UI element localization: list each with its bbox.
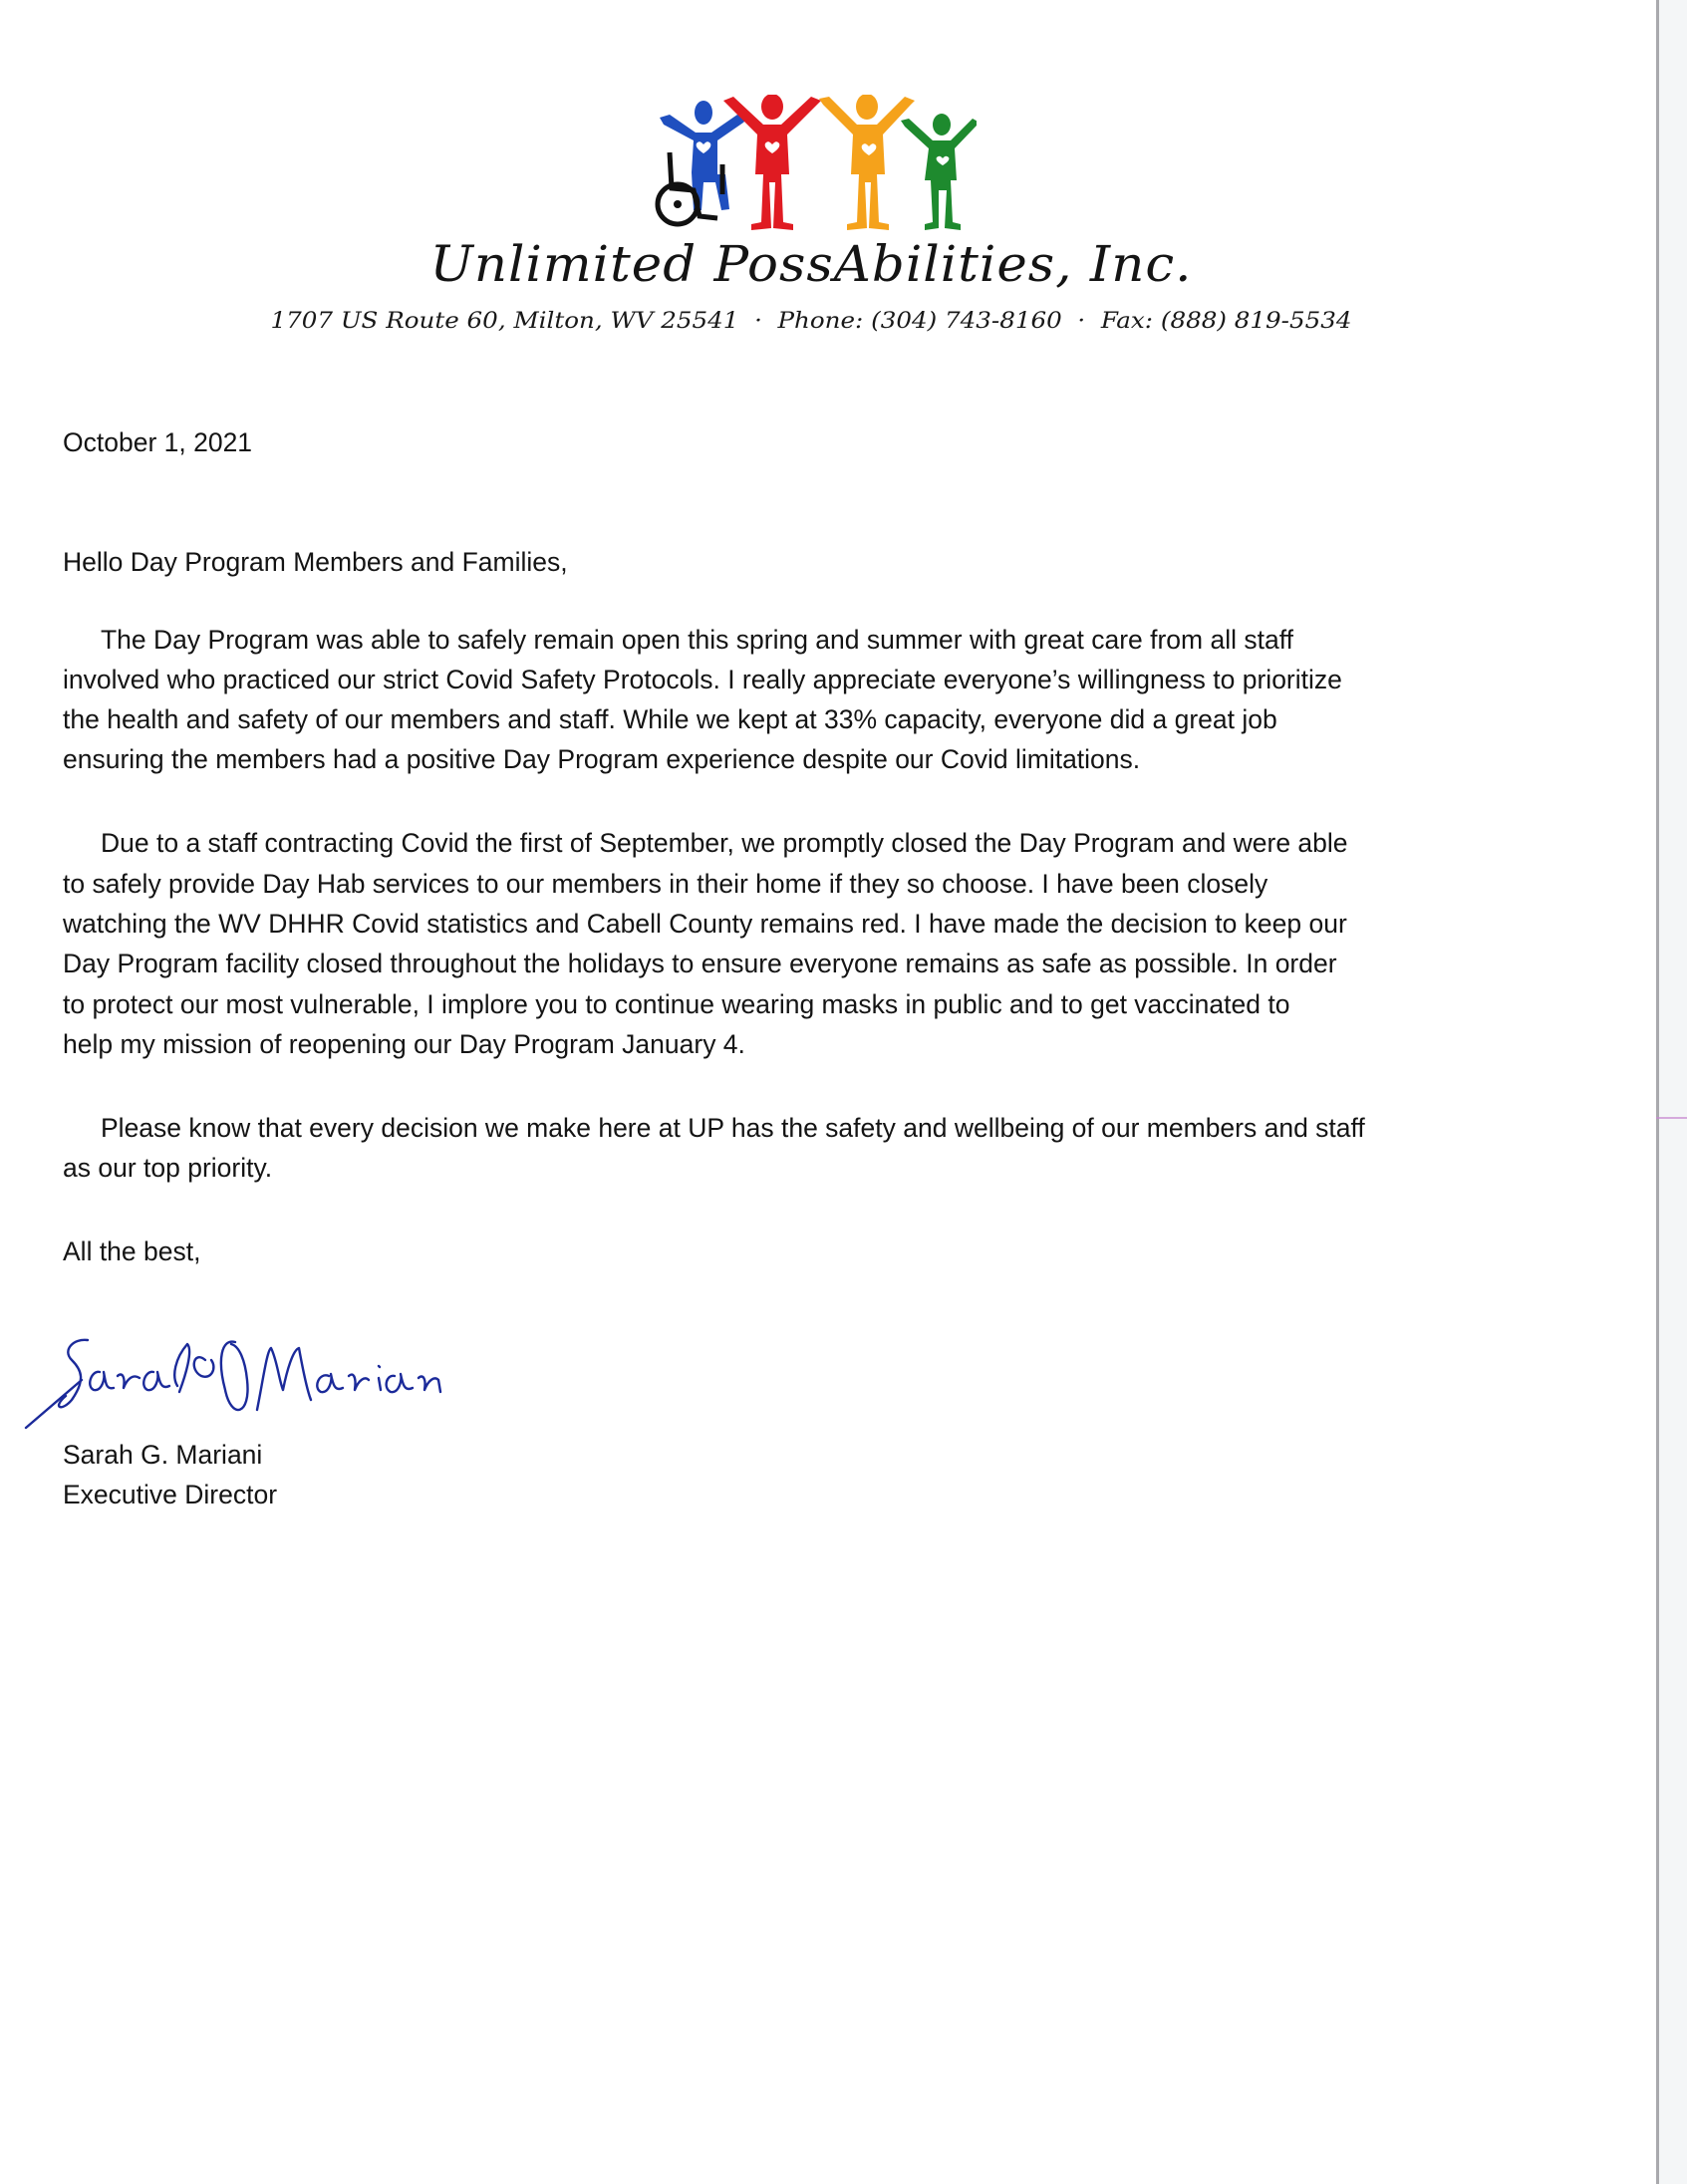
paragraph-line: help my mission of reopening our Day Program January 4. (63, 1029, 745, 1059)
paragraph-line: to safely provide Day Hab services to our members in their home if they so choose. I have been closely (63, 869, 1268, 899)
paragraph-line: to protect our most vulnerable, I implore you to continue wearing masks in public and to get vaccinated to (63, 989, 1290, 1019)
organization-logo-icon (648, 95, 977, 234)
paragraph-line: involved who practiced our strict Covid Safety Protocols. I really appreciate everyone’s willingness to prioritize (63, 665, 1342, 694)
organization-name: Unlimited PossAbilities, Inc. (429, 235, 1193, 293)
letter-salutation: Hello Day Program Members and Families, (63, 547, 568, 577)
separator: · (754, 309, 762, 334)
logo-figure-blue (660, 101, 747, 210)
letter-date: October 1, 2021 (63, 427, 253, 457)
paragraph-line: the health and safety of our members and staff. While we kept at 33% capacity, everyone did a great job (63, 704, 1277, 734)
letter-closing: All the best, (63, 1236, 201, 1266)
paragraph-line: Day Program facility closed throughout the holidays to ensure everyone remains as safe as possible. In order (63, 949, 1337, 978)
paragraph-line: Please know that every decision we make here at UP has the safety and wellbeing of our members and staff (101, 1113, 1365, 1143)
logo-figure-orange (819, 95, 915, 230)
organization-address: 1707 US Route 60, Milton, WV 25541 (270, 309, 739, 334)
paragraph-line: as our top priority. (63, 1153, 273, 1183)
letterhead-contact-line (0, 309, 1687, 334)
paragraph-line: Due to a staff contracting Covid the first of September, we promptly closed the Day Program and were able (101, 828, 1348, 858)
scan-mark (1656, 1117, 1687, 1119)
paragraph-line: watching the WV DHHR Covid statistics and Cabell County remains red. I have made the decision to keep our (63, 909, 1347, 939)
separator: · (1077, 309, 1086, 334)
signer-name: Sarah G. Mariani (63, 1440, 263, 1470)
organization-fax: Fax: (888) 819-5534 (1100, 309, 1352, 334)
logo-figure-green (901, 114, 977, 230)
organization-phone: Phone: (304) 743-8160 (777, 309, 1062, 334)
logo-hearts (697, 141, 950, 165)
logo-figure-red (723, 95, 821, 230)
signer-title: Executive Director (63, 1480, 278, 1509)
paragraph-line: The Day Program was able to safely remain open this spring and summer with great care from all staff (101, 625, 1293, 655)
handwritten-signature (22, 1320, 450, 1430)
paragraph-line: ensuring the members had a positive Day Program experience despite our Covid limitations. (63, 744, 1141, 774)
